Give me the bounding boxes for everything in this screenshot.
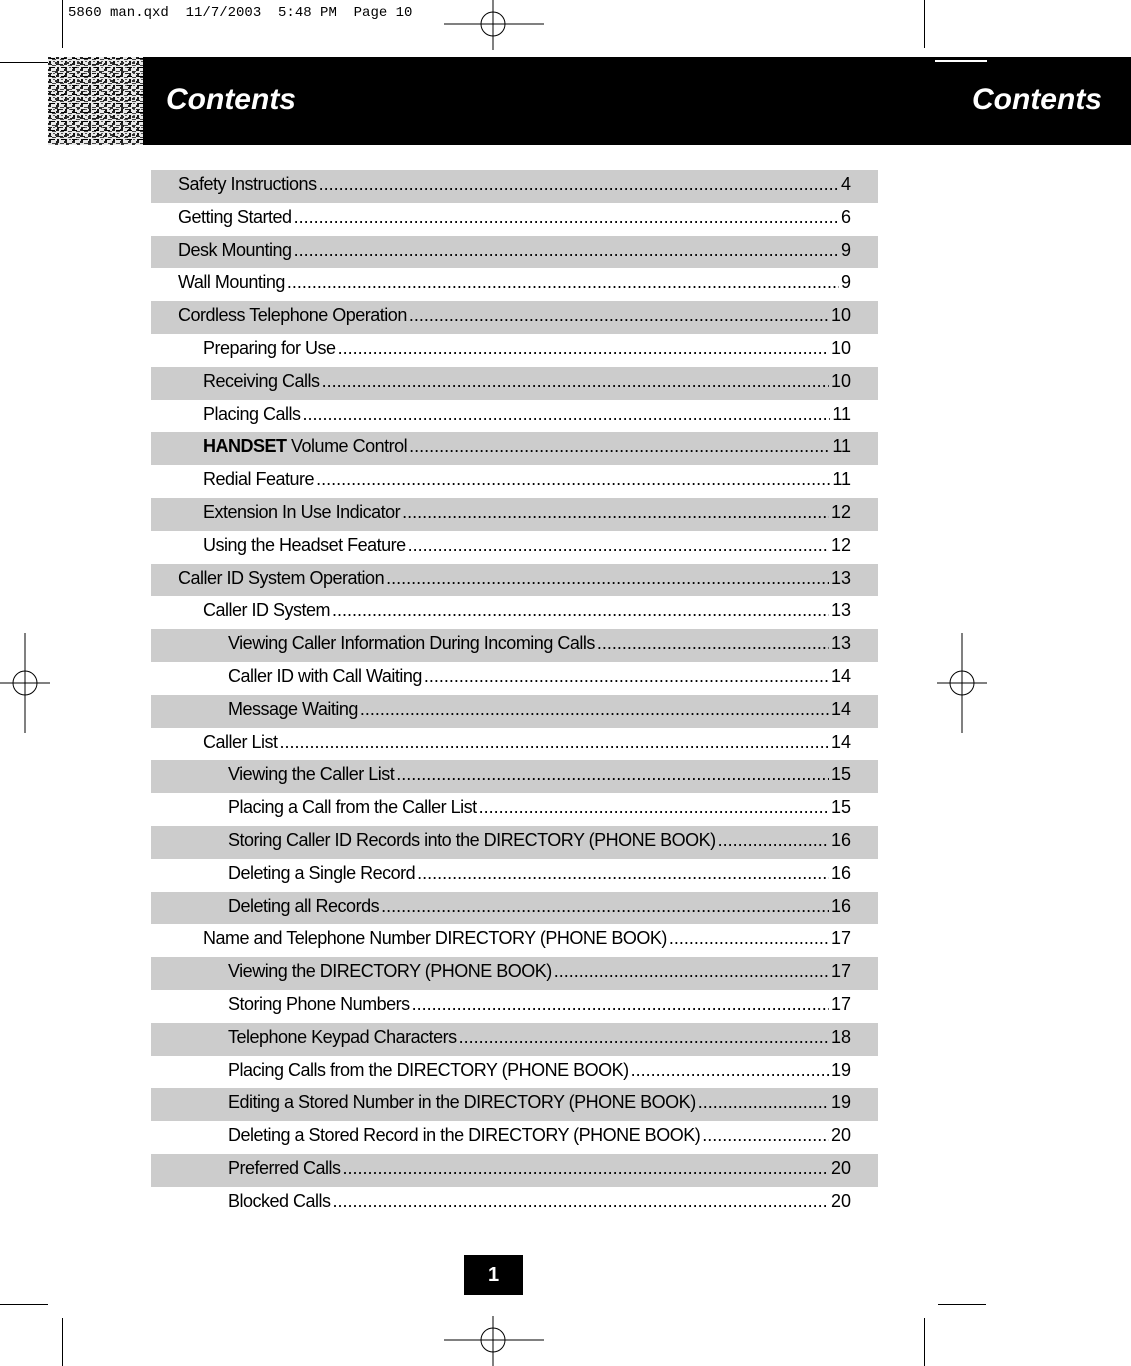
toc-leader-dots [412, 994, 829, 1015]
toc-entry-title: Placing Calls from the DIRECTORY (PHONE BOOK) [228, 1059, 629, 1080]
toc-entry [151, 268, 878, 301]
page-number: 1 [464, 1255, 523, 1295]
toc-leader-dots [343, 1158, 829, 1179]
toc-entry-page: 16 [830, 895, 851, 916]
toc-leader-dots [631, 1060, 829, 1081]
toc-entry-title: Caller ID System Operation [178, 567, 385, 588]
toc-leader-dots [424, 666, 829, 687]
toc-leader-dots [338, 338, 829, 359]
toc-leader-dots [287, 272, 839, 293]
toc-entry-title: Caller ID with Call Waiting [228, 665, 422, 686]
toc-entry [151, 728, 878, 761]
toc-entry-page: 11 [832, 469, 851, 490]
toc-entry [151, 1056, 878, 1089]
crop-mark [924, 1318, 925, 1366]
crop-mark [62, 1318, 63, 1366]
toc-leader-dots [322, 371, 829, 392]
toc-entry [151, 334, 878, 367]
toc-leader-dots [597, 633, 829, 654]
toc-entry [151, 859, 878, 892]
toc-entry [151, 892, 878, 925]
toc-entry-bold-prefix: HANDSET [203, 436, 287, 457]
toc-entry [151, 400, 878, 433]
toc-entry-title: Redial Feature [203, 469, 315, 490]
toc-entry-title: Deleting all Records [228, 895, 380, 916]
toc-entry-page: 20 [830, 1190, 851, 1211]
toc-entry-page: 17 [830, 993, 851, 1014]
toc-entry-page: 13 [830, 600, 851, 621]
decorative-pattern [48, 57, 143, 145]
toc-entry-title: Viewing the Caller List [228, 764, 395, 785]
toc-entry-title: Deleting a Stored Record in the DIRECTORY (PHONE BOOK) [228, 1125, 701, 1146]
table-of-contents [151, 170, 878, 1220]
toc-entry-page: 9 [840, 239, 851, 260]
toc-entry [151, 1187, 878, 1220]
toc-entry-page: 4 [840, 174, 851, 194]
header-divider [935, 60, 987, 62]
crop-mark [0, 1304, 48, 1305]
toc-leader-dots [381, 896, 829, 917]
toc-entry-page: 18 [830, 1026, 851, 1047]
toc-entry [151, 1154, 878, 1187]
toc-leader-dots [409, 305, 829, 326]
toc-entry [151, 170, 878, 203]
toc-leader-dots [669, 928, 829, 949]
toc-entry-title: Caller List [203, 731, 278, 752]
toc-entry [151, 1088, 878, 1121]
toc-entry-page: 14 [830, 731, 851, 752]
toc-entry-page: 12 [830, 501, 851, 522]
toc-entry [151, 531, 878, 564]
toc-entry-title: Editing a Stored Number in the DIRECTORY (PHONE BOOK) [228, 1092, 696, 1113]
toc-entry-title: Storing Phone Numbers [228, 993, 410, 1014]
toc-entry-page: 20 [830, 1157, 851, 1178]
toc-leader-dots [698, 1092, 829, 1113]
registration-mark-right [937, 633, 987, 733]
crop-mark [938, 1304, 986, 1305]
toc-entry [151, 1121, 878, 1154]
toc-entry-title [203, 436, 407, 457]
toc-entry [151, 760, 878, 793]
toc-leader-dots [303, 404, 831, 425]
toc-entry [151, 596, 878, 629]
toc-entry [151, 924, 878, 957]
toc-entry-title: Using the Headset Feature [203, 534, 406, 555]
toc-leader-dots [459, 1027, 829, 1048]
toc-entry-title: Viewing the DIRECTORY (PHONE BOOK) [228, 961, 552, 982]
toc-entry [151, 957, 878, 990]
toc-entry-title: Desk Mounting [178, 239, 292, 260]
print-slug: 5860 man.qxd 11/7/2003 5:48 PM Page 10 [68, 5, 413, 21]
toc-entry [151, 498, 878, 531]
toc-entry [151, 367, 878, 400]
toc-entry-title: Wall Mounting [178, 272, 285, 293]
toc-leader-dots [402, 502, 829, 523]
toc-leader-dots [333, 1191, 829, 1212]
toc-entry-page: 14 [830, 698, 851, 719]
toc-entry-title: Message Waiting [228, 698, 358, 719]
header-title-left: Contents [166, 83, 296, 116]
toc-leader-dots [396, 764, 829, 785]
toc-leader-dots [316, 469, 830, 490]
toc-leader-dots [408, 535, 829, 556]
toc-entry-page: 19 [830, 1092, 851, 1113]
toc-entry [151, 629, 878, 662]
toc-entry-page: 17 [830, 928, 851, 949]
toc-entry [151, 432, 878, 465]
toc-entry-title: Viewing Caller Information During Incoming Calls [228, 633, 595, 654]
toc-entry-page: 12 [830, 534, 851, 555]
toc-entry-title: Deleting a Single Record [228, 862, 416, 883]
toc-leader-dots [294, 240, 839, 261]
toc-leader-dots [280, 732, 829, 753]
toc-entry-page: 20 [830, 1125, 851, 1146]
toc-entry-page: 15 [830, 797, 851, 818]
toc-entry [151, 990, 878, 1023]
toc-entry-title: Preferred Calls [228, 1157, 341, 1178]
toc-entry-page: 9 [840, 272, 851, 293]
toc-entry-title: Receiving Calls [203, 370, 320, 391]
toc-entry-title: Safety Instructions [178, 174, 317, 194]
crop-mark [62, 0, 63, 48]
toc-entry-title: Extension In Use Indicator [203, 501, 401, 522]
toc-leader-dots [360, 699, 829, 720]
toc-entry [151, 793, 878, 826]
toc-entry-title: Telephone Keypad Characters [228, 1026, 457, 1047]
toc-leader-dots [409, 436, 830, 457]
header-title-right: Contents [972, 83, 1102, 116]
toc-entry [151, 662, 878, 695]
toc-entry [151, 826, 878, 859]
toc-leader-dots [294, 207, 839, 228]
toc-entry-page: 11 [832, 436, 851, 457]
toc-leader-dots [554, 961, 829, 982]
toc-entry [151, 695, 878, 728]
toc-entry [151, 236, 878, 269]
toc-entry-page: 11 [832, 403, 851, 424]
toc-entry [151, 301, 878, 334]
toc-entry-title-text: Volume Control [291, 436, 408, 457]
toc-entry-page: 16 [830, 829, 851, 850]
toc-entry-title: Placing Calls [203, 403, 301, 424]
toc-leader-dots [319, 174, 839, 195]
toc-entry [151, 564, 878, 597]
registration-mark-bottom [444, 1316, 544, 1366]
toc-entry-title: Caller ID System [203, 600, 331, 621]
toc-entry-page: 10 [830, 337, 851, 358]
toc-entry-page: 10 [830, 305, 851, 326]
toc-entry-page: 17 [830, 961, 851, 982]
registration-mark-top [444, 0, 544, 50]
toc-entry-page: 13 [830, 633, 851, 654]
toc-entry-page: 13 [830, 567, 851, 588]
toc-entry-title: Getting Started [178, 206, 292, 227]
toc-entry-page: 14 [830, 665, 851, 686]
toc-leader-dots [386, 568, 829, 589]
registration-mark-left [0, 633, 50, 733]
toc-leader-dots [718, 830, 829, 851]
toc-entry [151, 203, 878, 236]
toc-entry-page: 15 [830, 764, 851, 785]
toc-entry-page: 6 [840, 206, 851, 227]
toc-entry-page: 19 [830, 1059, 851, 1080]
toc-entry [151, 465, 878, 498]
toc-leader-dots [417, 863, 829, 884]
toc-entry-title: Preparing for Use [203, 337, 336, 358]
toc-entry-page: 10 [830, 370, 851, 391]
crop-mark [0, 62, 48, 63]
toc-leader-dots [702, 1125, 829, 1146]
toc-entry-title: Placing a Call from the Caller List [228, 797, 477, 818]
toc-entry-page: 16 [830, 862, 851, 883]
toc-entry-title: Name and Telephone Number DIRECTORY (PHONE BOOK) [203, 928, 667, 949]
toc-leader-dots [479, 797, 829, 818]
toc-entry-title: Storing Caller ID Records into the DIRECTORY (PHONE BOOK) [228, 829, 716, 850]
crop-mark [924, 0, 925, 48]
toc-leader-dots [332, 600, 829, 621]
toc-entry-title: Cordless Telephone Operation [178, 305, 407, 326]
toc-entry [151, 1023, 878, 1056]
toc-entry-title: Blocked Calls [228, 1190, 331, 1211]
